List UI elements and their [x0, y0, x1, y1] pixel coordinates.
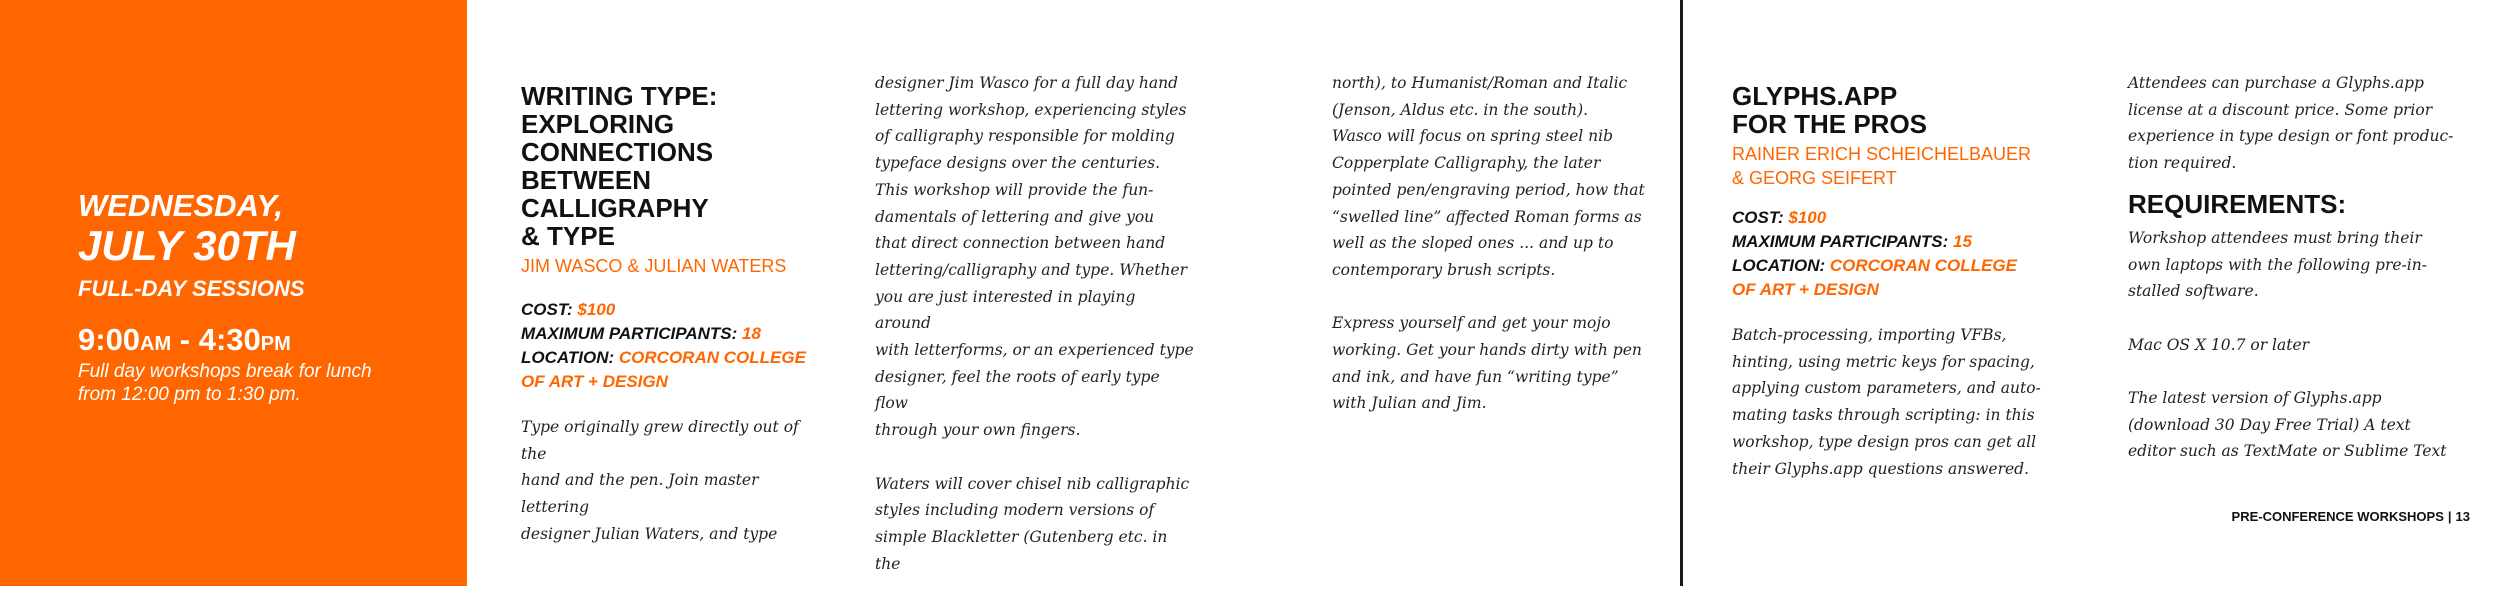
time-am: AM	[140, 333, 172, 355]
workshop1-meta	[521, 298, 821, 394]
workshop2-meta	[1732, 206, 2072, 302]
text-line: you are just interested in playing around	[875, 287, 1136, 333]
text-line: simple Blackletter (Gutenberg etc. in the	[875, 527, 1168, 573]
text-line: well as the sloped ones ... and up to	[1332, 234, 1614, 253]
banner-time	[78, 322, 291, 362]
purchase-para	[2128, 70, 2458, 177]
text-line: typeface designs over the centuries.	[875, 154, 1161, 173]
max-label: MAXIMUM PARTICIPANTS:	[1732, 232, 1949, 251]
time-dash: -	[171, 322, 199, 357]
page-number: 13	[2455, 509, 2470, 524]
workshop1-authors: JIM WASCO & JULIAN WATERS	[521, 256, 787, 276]
workshop1-header-column	[521, 82, 821, 574]
workshop1-title	[521, 82, 821, 250]
text-line: Batch-processing, importing VFBs,	[1732, 326, 2007, 344]
text-line: & GEORG SEIFERT	[1732, 168, 1897, 188]
footer-label: PRE-CONFERENCE WORKSHOPS	[2231, 509, 2444, 524]
time-start: 9:00	[78, 322, 141, 357]
text-line: This workshop will provide the fun-	[875, 180, 1154, 199]
text-line: with letterforms, or an experienced type	[875, 341, 1194, 360]
footer-separator: |	[2447, 509, 2452, 524]
text-line: Mac OS X 10.7 or later	[2128, 335, 2310, 354]
workshop2-cost	[1732, 206, 2072, 230]
text-line: damentals of lettering and give you	[875, 207, 1155, 226]
text-line: license at a discount price. Some prior	[2128, 100, 2433, 119]
text-line: workshop, type design pros can get all	[1732, 432, 2037, 451]
banner-break-text: Full day workshops break for lunch from 12:00 pm to 1:30 pm.	[78, 361, 372, 405]
workshop2-header-column	[1732, 82, 2072, 509]
text-line: (download 30 Day Free Trial) A text	[2128, 415, 2411, 434]
time-pm: PM	[260, 333, 291, 355]
workshop1-body-col1	[521, 414, 821, 548]
title-line: CALLIGRAPHY	[521, 193, 709, 223]
text-line: tion required.	[2128, 154, 2237, 173]
workshop1-col2-para1	[875, 70, 1195, 444]
location-value: CORCORAN COLLEGE	[1829, 256, 2017, 275]
max-value: 18	[742, 324, 761, 343]
text-line: hinting, using metric keys for spacing,	[1732, 352, 2035, 371]
text-line: that direct connection between hand	[875, 234, 1166, 253]
workshop2-body-para	[1732, 322, 2072, 482]
title-line: CONNECTIONS	[521, 137, 714, 167]
time-end: 4:30	[198, 322, 261, 357]
location-value: CORCORAN COLLEGE	[618, 348, 806, 367]
workshop2-location-cont: OF ART + DESIGN	[1732, 280, 1879, 299]
title-line: WRITING TYPE:	[521, 81, 718, 111]
text-line: Attendees can purchase a Glyphs.app	[2128, 74, 2424, 92]
date-banner	[0, 0, 467, 586]
text-line: RAINER ERICH SCHEICHELBAUER	[1732, 144, 2032, 164]
workshop1-location-cont: OF ART + DESIGN	[521, 372, 668, 391]
workshop2-purchase	[2128, 70, 2458, 177]
text-line: lettering workshop, experiencing styles	[875, 100, 1187, 119]
cost-label: COST:	[521, 300, 573, 319]
cost-label: COST:	[1732, 208, 1784, 227]
workshop2-max-participants	[1732, 230, 2072, 254]
banner-date: JULY 30TH	[78, 222, 296, 269]
text-line: mating tasks through scripting: in this	[1732, 406, 2035, 425]
text-line: designer Jim Wasco for a full day hand	[875, 74, 1179, 92]
text-line: pointed pen/engraving period, how that	[1332, 180, 1645, 199]
workshop1-max-participants	[521, 322, 821, 346]
text-line: lettering/calligraphy and type. Whether	[875, 260, 1188, 279]
workshop1-body-col2	[875, 70, 1195, 604]
workshop2-body	[1732, 322, 2072, 482]
text-line: own laptops with the following pre-in-	[2128, 255, 2427, 274]
text-line: Express yourself and get your mojo	[1332, 314, 1611, 333]
workshop1-col2-para2	[875, 471, 1195, 578]
text-line: their Glyphs.app questions answered.	[1732, 459, 2030, 478]
cost-value: $100	[1788, 208, 1827, 227]
workshop2-authors	[1732, 142, 2072, 190]
location-label: LOCATION:	[1732, 256, 1826, 275]
max-value: 15	[1953, 232, 1972, 251]
text-line: Wasco will focus on spring steel nib	[1332, 127, 1613, 146]
page-footer	[2232, 509, 2470, 524]
page-divider	[1680, 0, 1683, 586]
workshop1-col1-para	[521, 414, 821, 548]
text-line: stalled software.	[2128, 282, 2259, 301]
text-line: Workshop attendees must bring their	[2128, 228, 2422, 247]
text-line: Waters will cover chisel nib calligraphic	[875, 474, 1190, 493]
text-line: applying custom parameters, and auto-	[1732, 379, 2041, 398]
text-line: Type originally grew directly out of the	[521, 418, 799, 463]
title-line: & TYPE	[521, 221, 615, 251]
text-line: through your own fingers.	[875, 421, 1081, 440]
requirements-body	[2128, 225, 2458, 465]
text-line: contemporary brush scripts.	[1332, 260, 1556, 279]
workshop1-col3-para1	[1332, 70, 1652, 284]
title-line: BETWEEN	[521, 165, 651, 195]
banner-day: WEDNESDAY,	[78, 188, 283, 223]
workshop2-location	[1732, 254, 2072, 278]
text-line: of calligraphy responsible for molding	[875, 127, 1175, 146]
req-para1	[2128, 225, 2458, 305]
req-para3	[2128, 385, 2458, 465]
workshop1-cost	[521, 298, 821, 322]
text-line: styles including modern versions of	[875, 501, 1155, 520]
workshop1-location	[521, 346, 821, 370]
workshop1-body-col3	[1332, 70, 1652, 444]
text-line: experience in type design or font produc-	[2128, 127, 2454, 146]
text-line: (Jenson, Aldus etc. in the south).	[1332, 100, 1589, 119]
cost-value: $100	[577, 300, 616, 319]
title-line: EXPLORING	[521, 109, 675, 139]
requirements-heading: REQUIREMENTS:	[2128, 188, 2347, 219]
req-para2	[2128, 332, 2458, 359]
text-line: editor such as TextMate or Sublime Text	[2128, 442, 2447, 461]
location-label: LOCATION:	[521, 348, 615, 367]
workshop2-right-column	[2128, 70, 2458, 492]
text-line: designer Julian Waters, and type	[521, 524, 778, 543]
text-line: The latest version of Glyphs.app	[2128, 389, 2382, 407]
text-line: hand and the pen. Join master lettering	[521, 471, 759, 517]
text-line: Copperplate Calligraphy, the later	[1332, 154, 1601, 173]
text-line: with Julian and Jim.	[1332, 394, 1487, 413]
text-line: FOR THE PROS	[1732, 109, 1928, 139]
workshop1-col3-para2	[1332, 310, 1652, 417]
banner-sessions: FULL-DAY SESSIONS	[78, 276, 305, 301]
text-line: working. Get your hands dirty with pen	[1332, 341, 1642, 360]
workshop2-title	[1732, 82, 2072, 138]
text-line: north), to Humanist/Roman and Italic	[1332, 74, 1628, 92]
text-line: and ink, and have fun “writing type”	[1332, 367, 1619, 386]
text-line: designer, feel the roots of early type flow	[875, 367, 1160, 413]
text-line: “swelled line” affected Roman forms as	[1332, 207, 1642, 226]
text-line: GLYPHS.APP	[1732, 81, 1898, 111]
max-label: MAXIMUM PARTICIPANTS:	[521, 324, 738, 343]
